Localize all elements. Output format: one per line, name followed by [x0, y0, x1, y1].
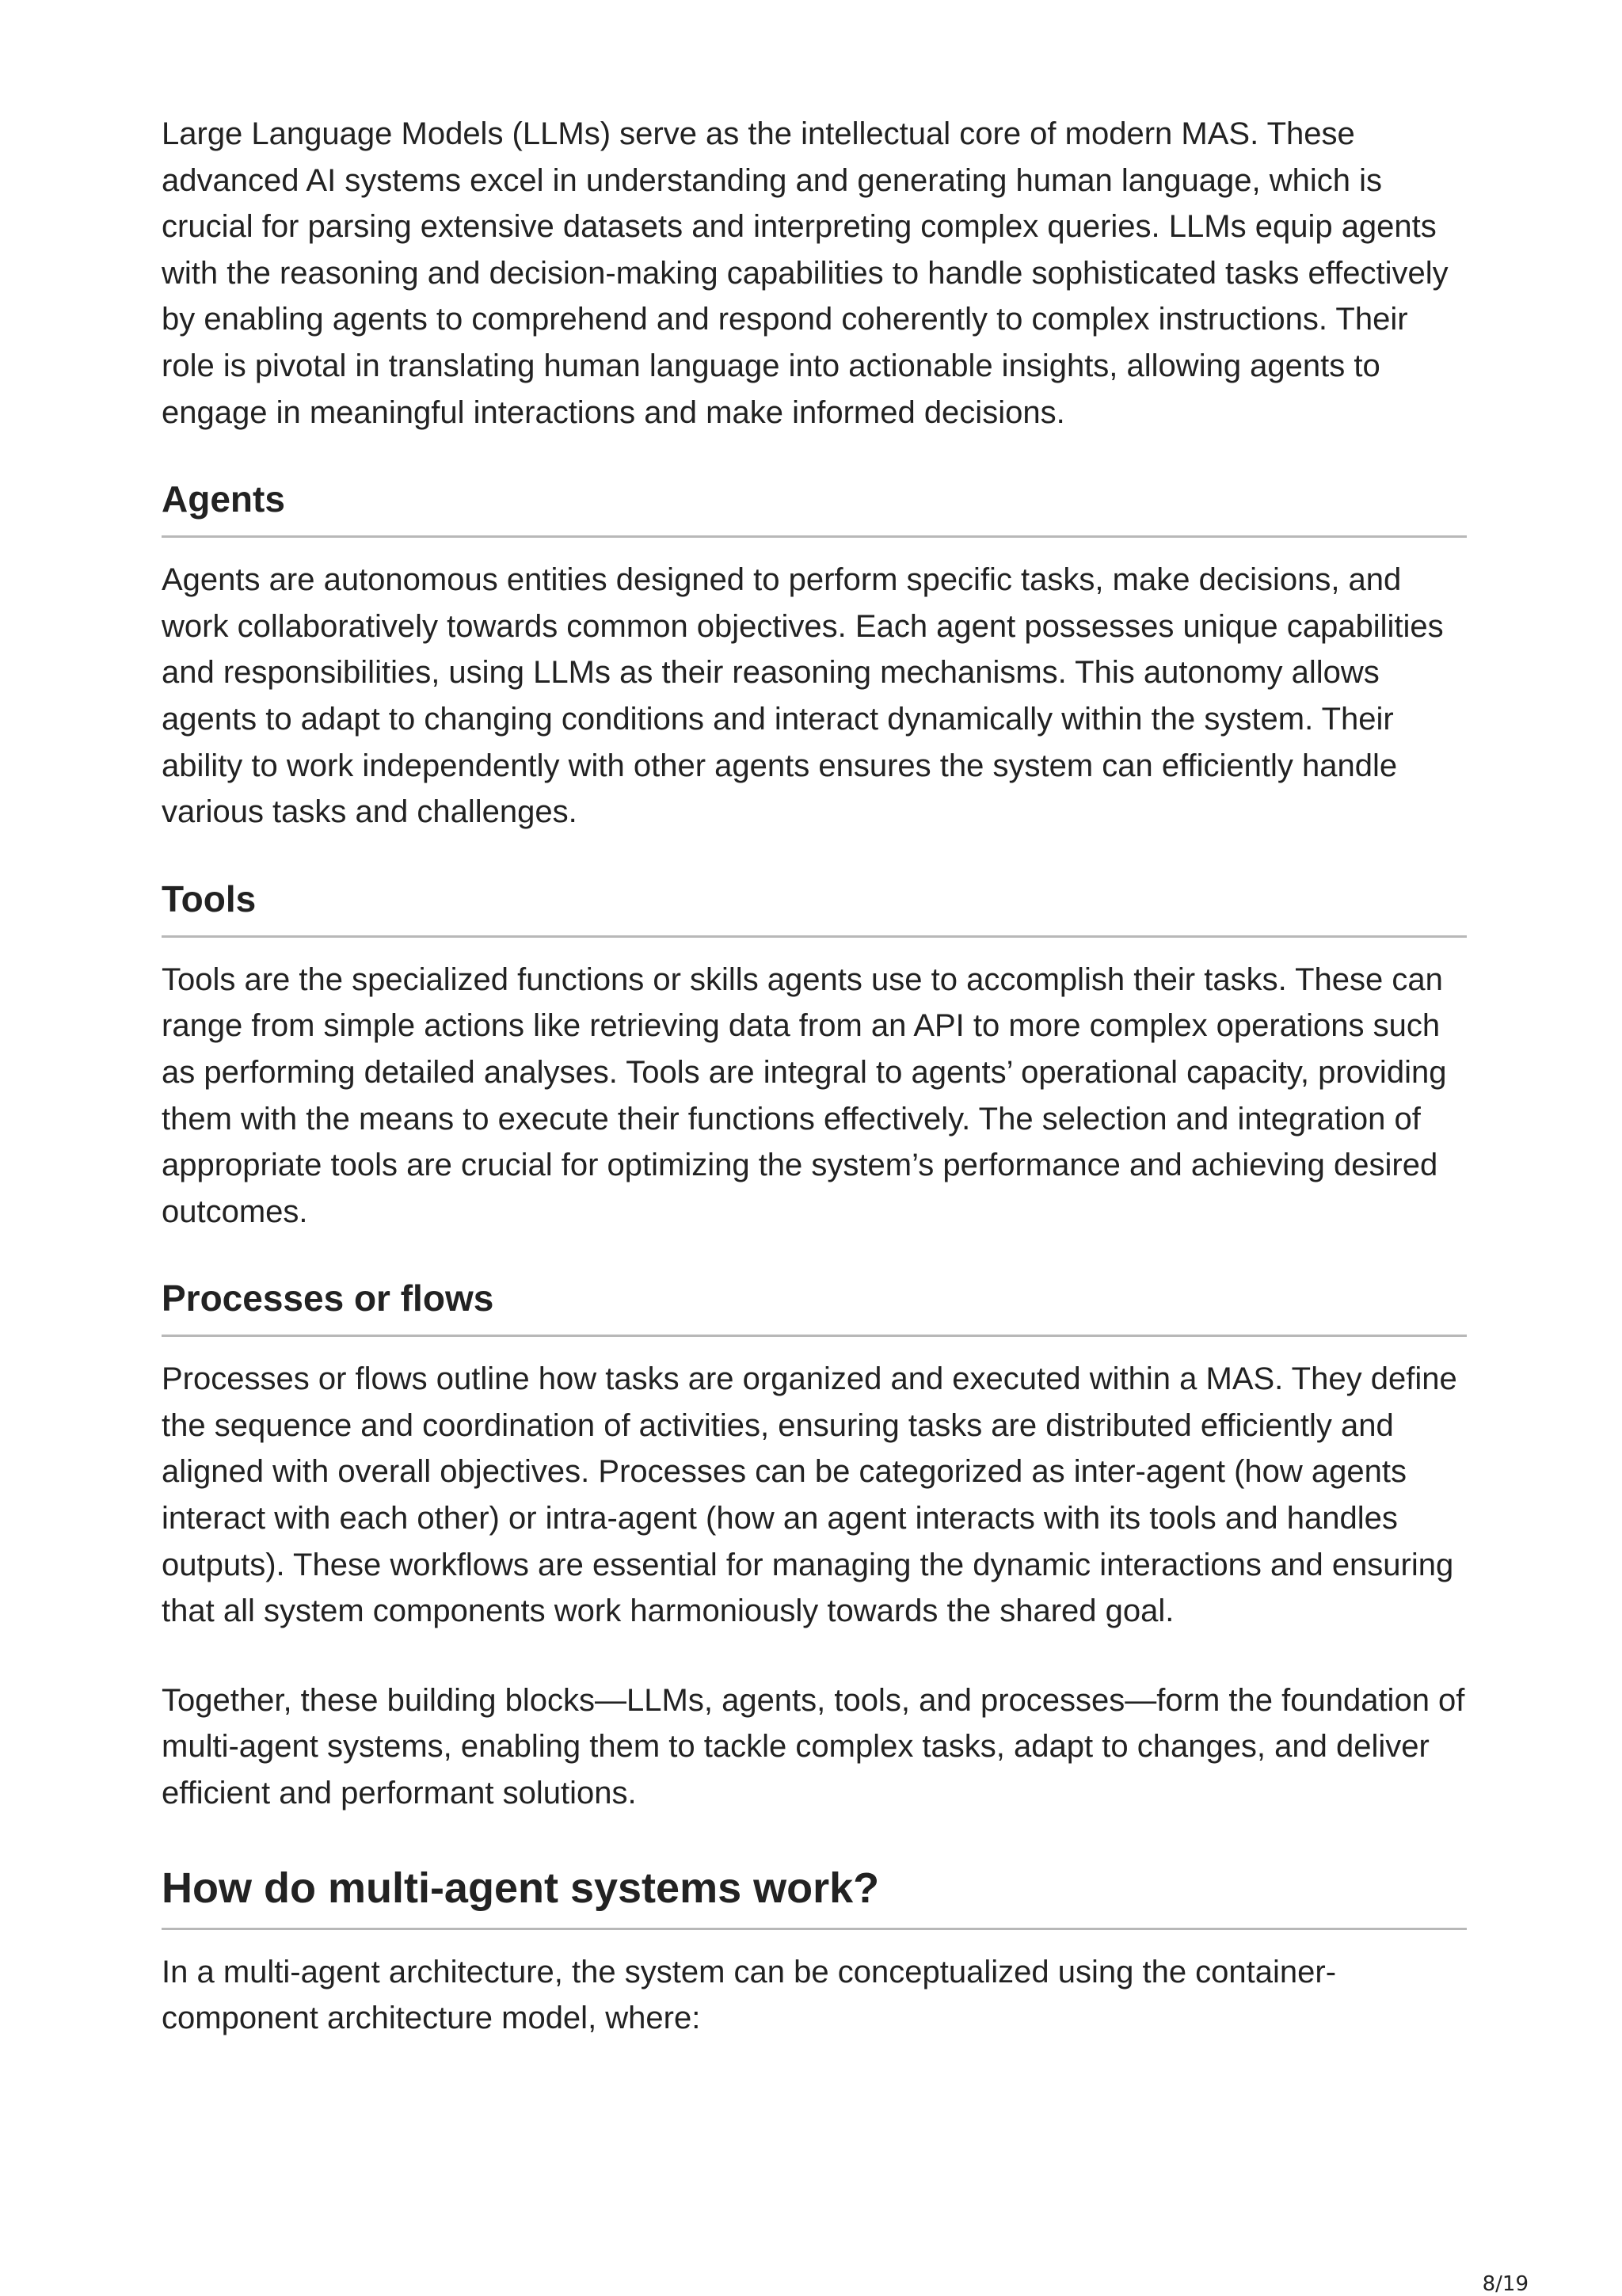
heading-how-mas-work: How do multi-agent systems work?	[162, 1863, 1467, 1930]
heading-tools: Tools	[162, 877, 1467, 938]
agents-paragraph: Agents are autonomous entities designed to perform specific tasks, make decisions, and work collaboratively towards common objectives. Each agent possesses unique capabilities and responsibilities, using LLMs as their reasoning mechanisms. This autonomy allows agents to adapt to changing conditions and interact dynamically within the system. Their ability to work independently with other agents ensures the system can efficiently handle various tasks and challenges.	[162, 562, 1444, 830]
processes-paragraph: Processes or flows outline how tasks are organized and executed within a MAS. They define the sequence and coordination of activities, ensuring tasks are distributed efficiently and aligned with overall objectives. Processes can be categorized as inter-agent (how agents interact with each other) or intra-agent (how an agent interacts with its tools and handles outputs). These workflows are essential for managing the dynamic interactions and ensuring that all system components work harmoniously towards the shared goal.	[162, 1361, 1457, 1629]
heading-processes: Processes or flows	[162, 1276, 1467, 1337]
document-content	[162, 111, 1467, 2042]
summary-paragraph: Together, these building blocks—LLMs, agents, tools, and processes—form the foundation of multi-agent systems, enabling them to tackle complex tasks, adapt to changes, and deliver efficient and performant solutions.	[162, 1682, 1465, 1811]
how-paragraph: In a multi-agent architecture, the system can be conceptualized using the container-component architecture model, where:	[162, 1954, 1337, 2036]
intro-paragraph: Large Language Models (LLMs) serve as the intellectual core of modern MAS. These advanced AI systems excel in understanding and generating human language, which is crucial for parsing extensive datasets and interpreting complex queries. LLMs equip agents with the reasoning and decision-making capabilities to handle sophisticated tasks effectively by enabling agents to comprehend and respond coherently to complex instructions. Their role is pivotal in translating human language into actionable insights, allowing agents to engage in meaningful interactions and make informed decisions.	[162, 116, 1449, 430]
tools-paragraph: Tools are the specialized functions or skills agents use to accomplish their tasks. These can range from simple actions like retrieving data from an API to more complex operations such as performing detailed analyses. Tools are integral to agents’ operational capacity, providing them with the means to execute their functions effectively. The selection and integration of appropriate tools are crucial for optimizing the system’s performance and achieving desired outcomes.	[162, 961, 1447, 1229]
page-number: 8/19	[1482, 2272, 1529, 2296]
heading-agents: Agents	[162, 477, 1467, 538]
